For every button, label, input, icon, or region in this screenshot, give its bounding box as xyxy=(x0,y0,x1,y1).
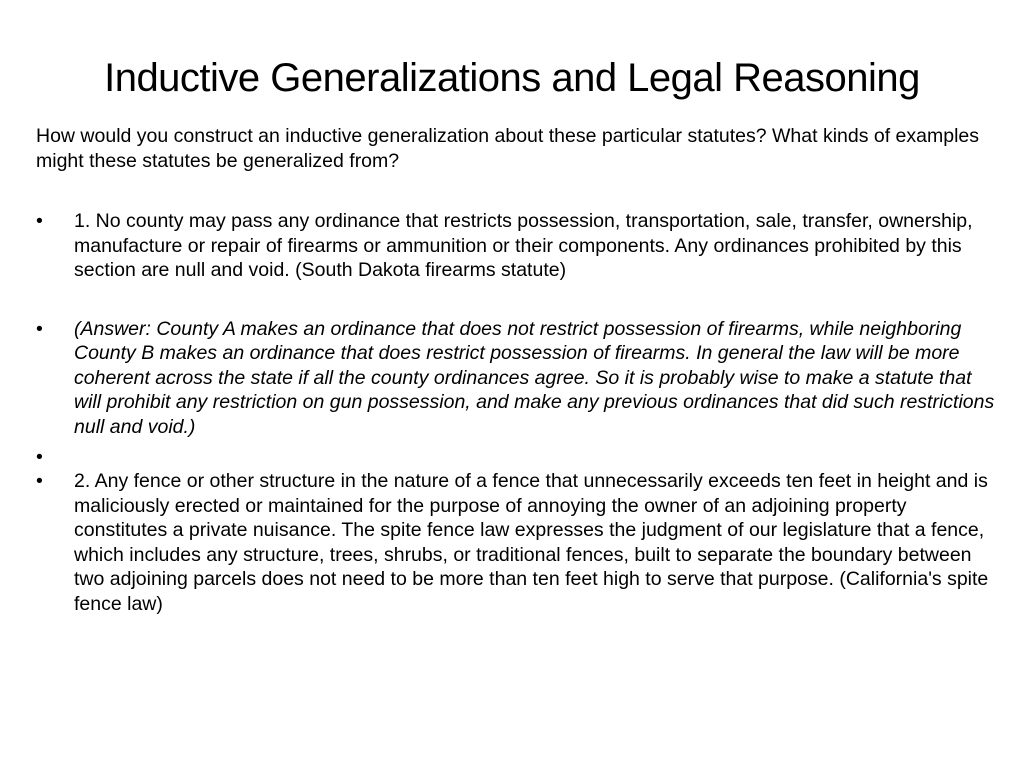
bullet-dot-icon: • xyxy=(36,210,43,232)
bullet-item-statute-1 xyxy=(36,209,996,283)
slide-title: Inductive Generalizations and Legal Reasoning xyxy=(104,56,920,100)
bullet-text: (Answer: County A makes an ordinance that does not restrict possession of firearms, while neighboring County B makes an ordinance that does restrict possession of firearms. In general the law will be more coherent across the state if all the county ordinances agree. So it is probably wise to make a statute that will prohibit any restriction on gun possession, and make any previous ordinances that did such restrictions null and void.) xyxy=(74,317,995,438)
bullet-item-statute-2 xyxy=(36,469,996,616)
bullet-text: 1. No county may pass any ordinance that restricts possession, transportation, sale, transfer, ownership, manufacture or repair of firearms or ammunition or their components. Any ordinances prohibited by this section are null and void. (South Dakota firearms statute) xyxy=(74,210,973,281)
bullet-dot-icon: • xyxy=(36,317,43,340)
bullet-dot-icon: • xyxy=(36,446,43,468)
bullet-list xyxy=(36,209,996,616)
bullet-text: 2. Any fence or other structure in the nature of a fence that unnecessarily exceeds ten feet in height and is maliciously erected or maintained for the purpose of annoying the owner of an adjoining property constitutes a private nuisance. The spite fence law expresses the judgment of our legislature that a fence, which includes any structure, trees, shrubs, or traditional fences, built to separate the boundary between two adjoining parcels does not need to be more than ten feet high to serve that purpose. (California's spite fence law) xyxy=(74,470,989,615)
bullet-item-empty xyxy=(36,439,996,469)
intro-paragraph: How would you construct an inductive generalization about these particular statutes? What kinds of examples might these statutes be generalized from? xyxy=(36,125,980,172)
bullet-dot-icon: • xyxy=(36,470,43,492)
bullet-item-answer xyxy=(36,317,996,440)
